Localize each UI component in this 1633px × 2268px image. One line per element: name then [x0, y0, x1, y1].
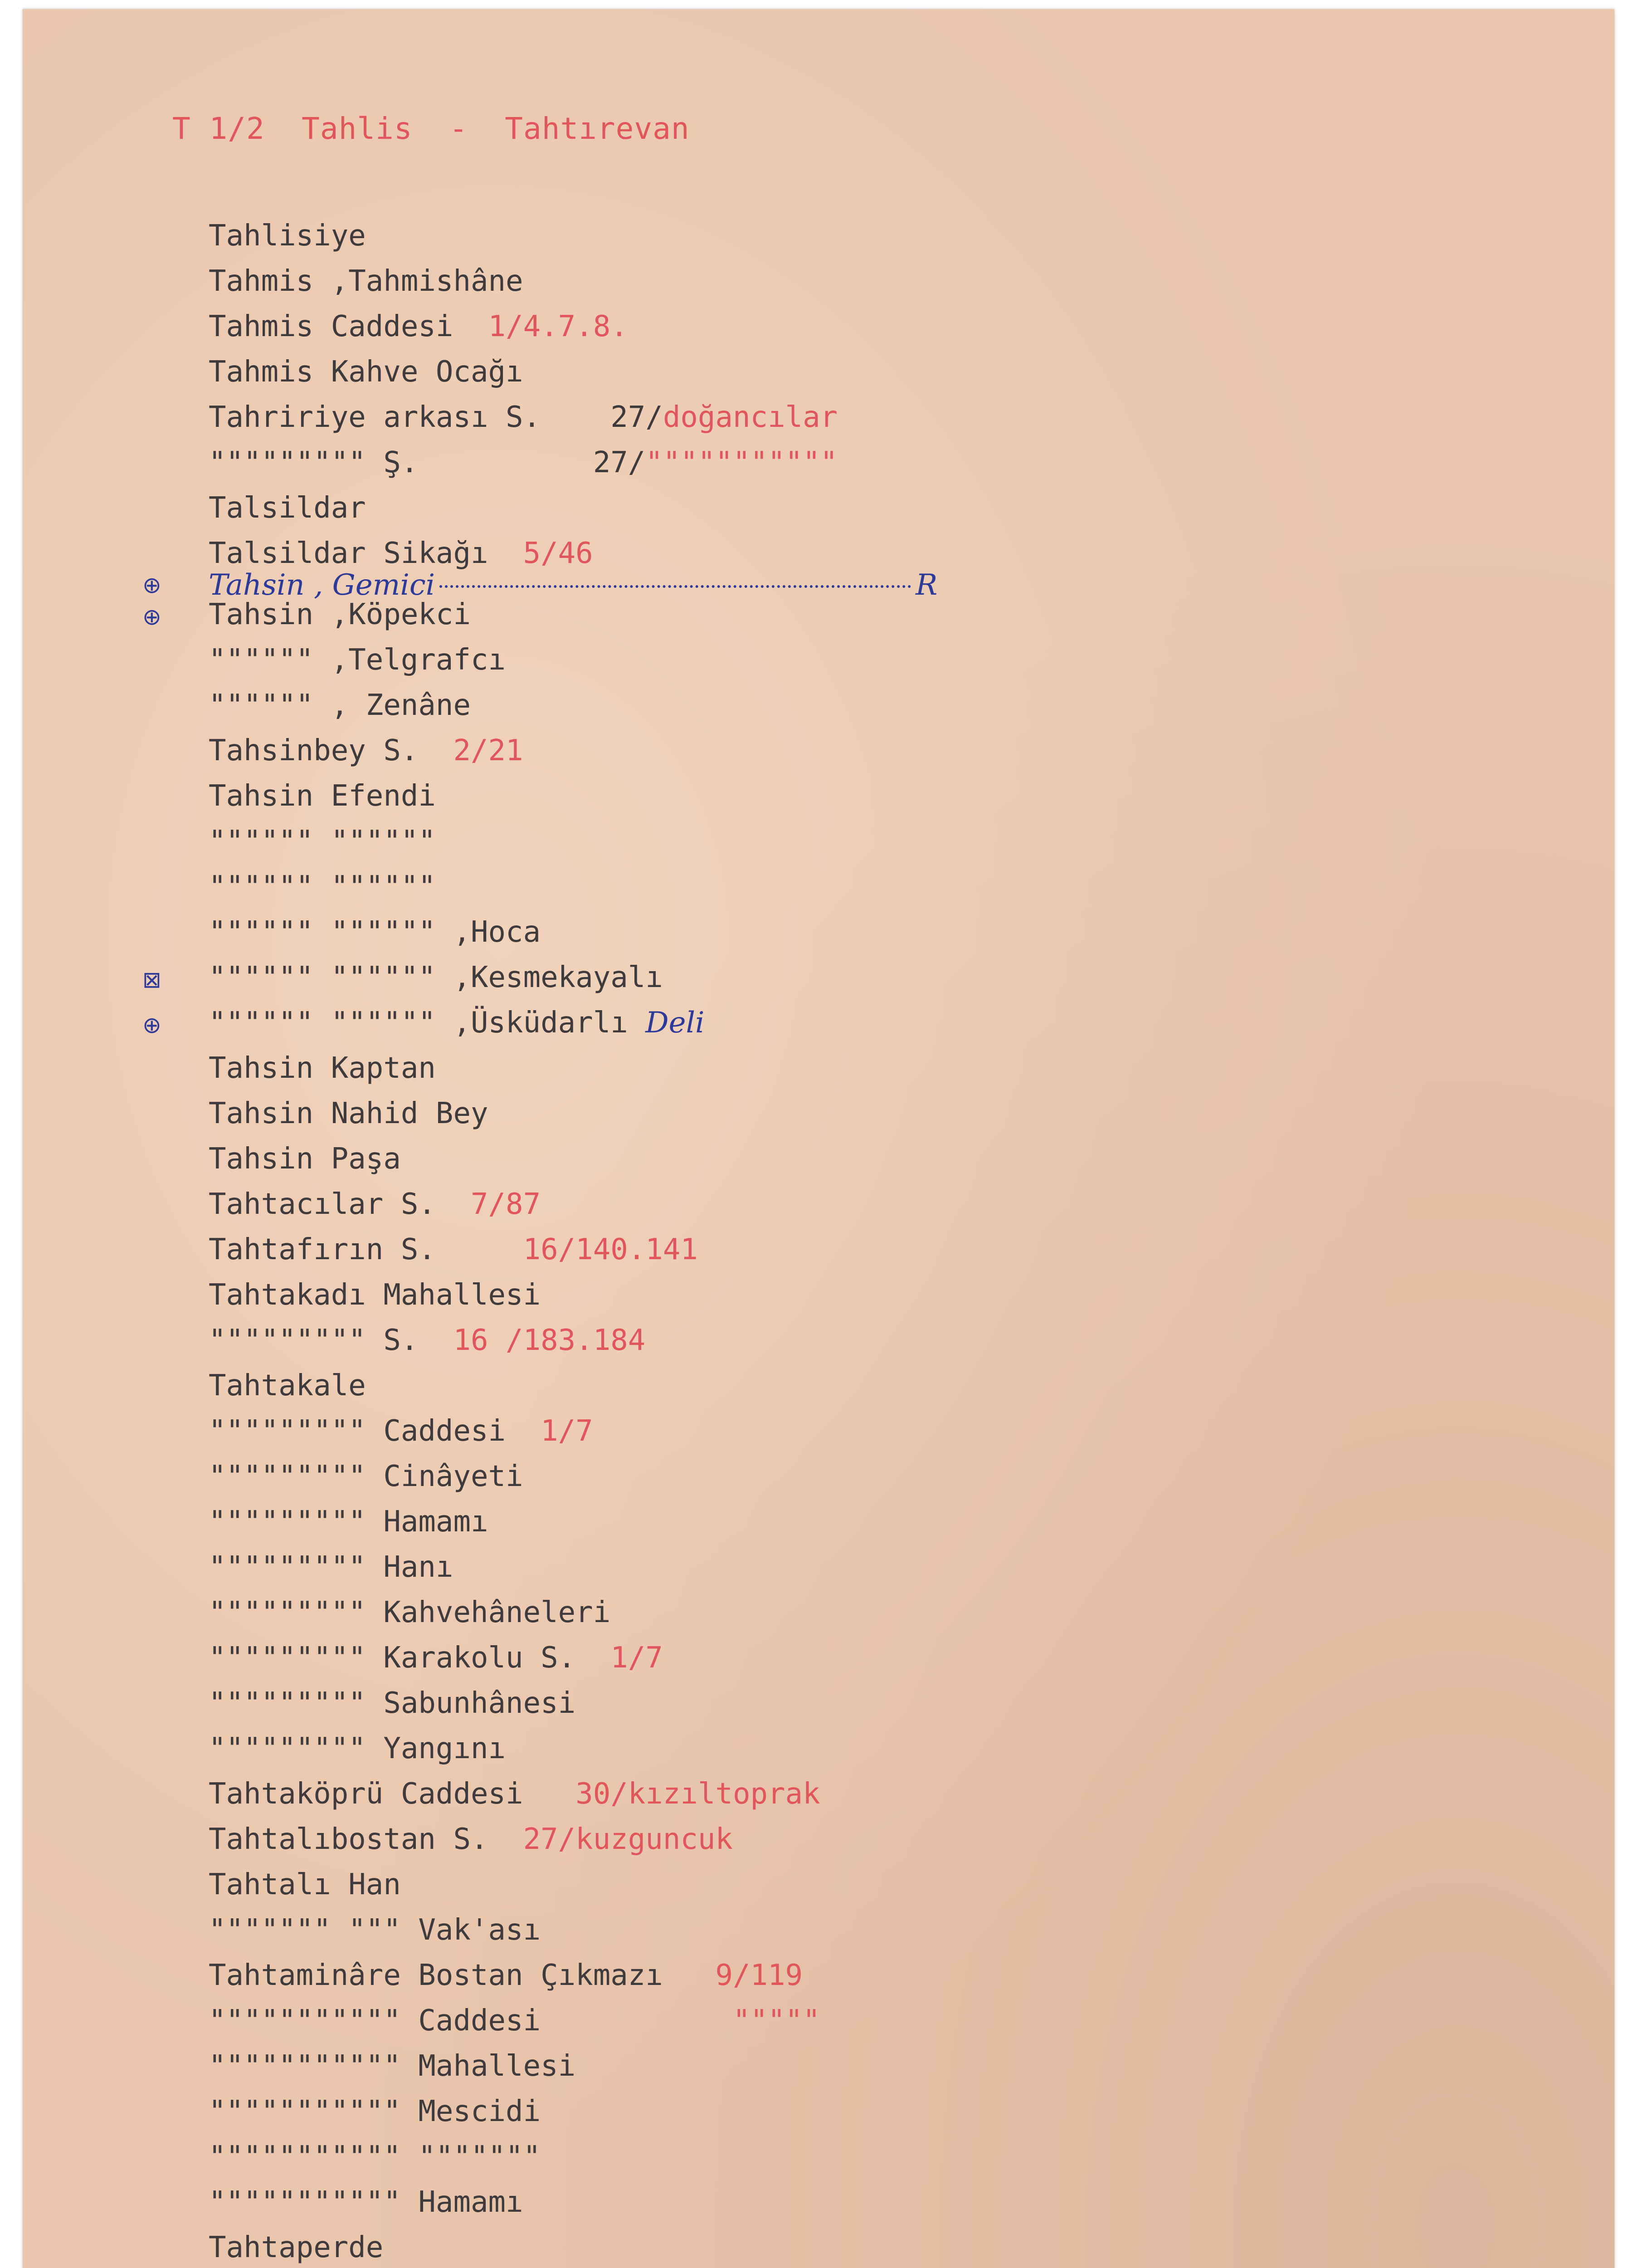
margin-circled-plus-icon: ⊕	[142, 1012, 161, 1038]
list-item: Tahtalı Han	[209, 1868, 401, 1901]
list-item: Tahlisiye	[209, 219, 366, 253]
list-item: """"""""""" """""""	[209, 2140, 541, 2174]
list-item: Tahtakale	[209, 1369, 366, 1403]
margin-circled-plus-icon: ⊕	[142, 572, 161, 598]
list-item: """""" """""" ,Kesmekayalı	[209, 961, 663, 994]
list-item: """"""""" Caddesi 1/7	[209, 1414, 593, 1448]
handwritten-line: Tahsin , Gemici	[209, 568, 435, 602]
list-item: Tahririye arkası S. 27/doğancılar	[209, 401, 838, 434]
dotted-leader	[439, 585, 911, 588]
list-item: Talsildar	[209, 491, 366, 525]
list-item: Tahsin Efendi	[209, 779, 436, 813]
list-item: """"""""" Kahvehâneleri	[209, 1596, 611, 1629]
list-item: Tahsin Nahid Bey	[209, 1097, 488, 1130]
list-item: Tahsin Kaptan	[209, 1051, 436, 1085]
document-page	[23, 9, 1614, 2268]
page-header: T 1/2 Tahlis - Tahtırevan	[172, 111, 690, 146]
handwritten-mark: R	[916, 568, 938, 602]
list-item: """"""""" Ş. 27/"""""""""""	[209, 446, 838, 479]
list-item: """""" """"""	[209, 870, 436, 904]
list-item: """""" , Zenâne	[209, 689, 471, 722]
list-item: """"""" """ Vak'ası	[209, 1913, 541, 1947]
handwritten-note: Deli	[645, 1006, 705, 1040]
list-item: Tahtalıbostan S. 27/kuzguncuk	[209, 1823, 733, 1856]
list-item: Tahsinbey S. 2/21	[209, 734, 523, 767]
list-item: Tahmis ,Tahmishâne	[209, 264, 523, 298]
list-item: Tahsin ,Köpekci	[209, 598, 471, 631]
list-item: """""" """""" ,Üsküdarlı Deli	[209, 1006, 705, 1040]
list-item: """"""""""" Caddesi """""	[209, 2004, 820, 2038]
list-item: Tahmis Kahve Ocağı	[209, 355, 523, 389]
list-item: """"""""" Hanı	[209, 1550, 453, 1584]
list-item: Tahtaköprü Caddesi 30/kızıltoprak	[209, 1777, 820, 1811]
list-item: """"""""""" Mahallesi	[209, 2049, 576, 2083]
list-item: """"""""" Hamamı	[209, 1505, 488, 1539]
margin-boxed-cross-icon: ⊠	[142, 967, 161, 993]
margin-circled-plus-icon: ⊕	[142, 604, 161, 630]
list-item: """"""""""" Mescidi	[209, 2095, 541, 2128]
list-item: Tahtaperde	[209, 2231, 384, 2264]
entry-list	[23, 9, 1614, 2268]
list-item: Tahtacılar S. 7/87	[209, 1188, 541, 1221]
list-item: Tahsin Paşa	[209, 1142, 401, 1176]
list-item: """"""""""" Hamamı	[209, 2185, 523, 2219]
list-item: Tahtafırın S. 16/140.141	[209, 1233, 698, 1266]
list-item: Tahmis Caddesi 1/4.7.8.	[209, 310, 628, 343]
list-item: """""" """"""	[209, 825, 436, 858]
list-item: """"""""" Sabunhânesi	[209, 1686, 576, 1720]
list-item: Tahtakadı Mahallesi	[209, 1278, 541, 1312]
list-item: """""" ,Telgrafcı	[209, 643, 506, 677]
list-item: """"""""" Karakolu S. 1/7	[209, 1641, 663, 1675]
list-item: Talsildar Sikağı 5/46	[209, 537, 593, 570]
list-item: """"""""" S. 16 /183.184	[209, 1324, 646, 1357]
list-item: Tahtaminâre Bostan Çıkmazı 9/119	[209, 1959, 803, 1992]
list-item: """""" """""" ,Hoca	[209, 915, 541, 949]
list-item: """"""""" Yangını	[209, 1732, 506, 1765]
list-item: """"""""" Cinâyeti	[209, 1460, 523, 1493]
